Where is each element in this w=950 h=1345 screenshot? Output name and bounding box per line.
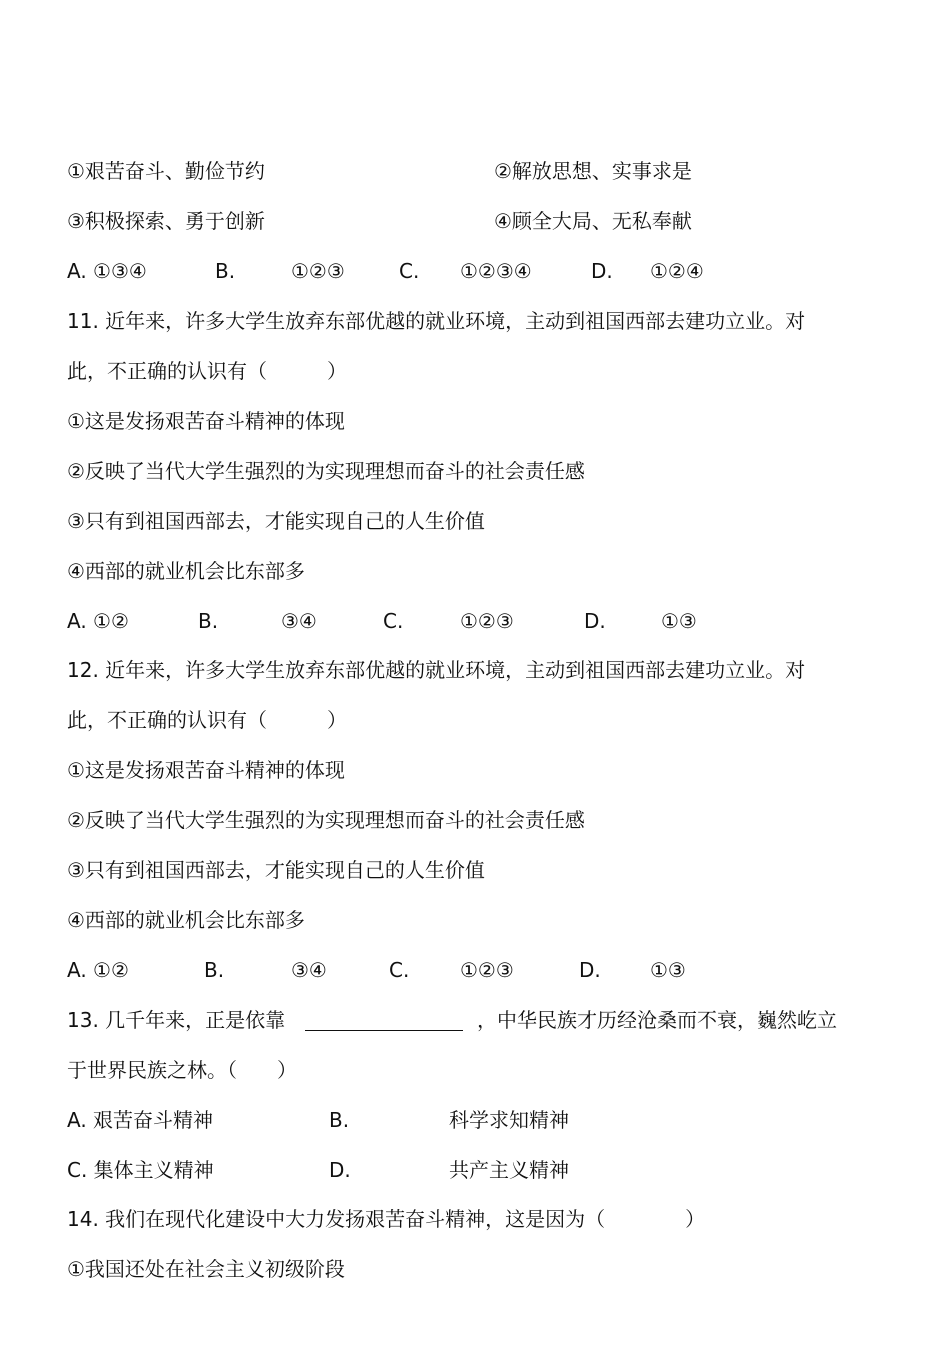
q10-item-1: ①艰苦奋斗、勤俭节约 <box>67 159 265 183</box>
q12-option-c-text: ①②③ <box>460 958 514 982</box>
q12-stem-line1: 12. 近年来，许多大学生放弃东部优越的就业环境，主动到祖国西部去建功立业。对 <box>67 658 806 682</box>
q10-item-2: ②解放思想、实事求是 <box>494 159 692 183</box>
q10-option-b-text: ①②③ <box>291 259 345 283</box>
q13-option-d-label: D. <box>329 1158 351 1182</box>
q11-option-b-label: B. <box>198 609 219 633</box>
q12-option-a: A. ①② <box>67 958 129 982</box>
q13-option-b-text: 科学求知精神 <box>449 1108 569 1132</box>
q13-option-a: A. 艰苦奋斗精神 <box>67 1108 214 1132</box>
q12-option-c-label: C. <box>389 958 410 982</box>
q11-option-a: A. ①② <box>67 609 129 633</box>
q10-item-4: ④顾全大局、无私奉献 <box>494 209 692 233</box>
q11-item-4: ④西部的就业机会比东部多 <box>67 559 305 583</box>
q13-stem-start: 13. 几千年来，正是依靠 <box>67 1008 286 1032</box>
q12-item-1: ①这是发扬艰苦奋斗精神的体现 <box>67 758 345 782</box>
q11-stem-line2: 此，不正确的认识有（ ） <box>67 359 347 383</box>
q13-answer-blank <box>305 1030 463 1031</box>
q13-stem-line2: 于世界民族之林。（ ） <box>67 1058 297 1082</box>
q11-item-1: ①这是发扬艰苦奋斗精神的体现 <box>67 409 345 433</box>
q12-option-b-text: ③④ <box>291 958 327 982</box>
q12-option-b-label: B. <box>204 958 225 982</box>
q12-stem-line2: 此，不正确的认识有（ ） <box>67 708 347 732</box>
q10-option-b-label: B. <box>215 259 236 283</box>
q10-option-d-label: D. <box>591 259 613 283</box>
q10-item-3: ③积极探索、勇于创新 <box>67 209 265 233</box>
q11-option-d-label: D. <box>584 609 606 633</box>
q14-stem: 14. 我们在现代化建设中大力发扬艰苦奋斗精神，这是因为（ ） <box>67 1207 706 1231</box>
q11-option-d-text: ①③ <box>661 609 697 633</box>
q12-item-3: ③只有到祖国西部去，才能实现自己的人生价值 <box>67 858 485 882</box>
q11-stem-line1: 11. 近年来，许多大学生放弃东部优越的就业环境，主动到祖国西部去建功立业。对 <box>67 309 806 333</box>
q11-option-c-label: C. <box>383 609 404 633</box>
q12-option-d-label: D. <box>579 958 601 982</box>
q11-option-c-text: ①②③ <box>460 609 514 633</box>
q12-option-d-text: ①③ <box>650 958 686 982</box>
q12-item-2: ②反映了当代大学生强烈的为实现理想而奋斗的社会责任感 <box>67 808 585 832</box>
q11-option-b-text: ③④ <box>281 609 317 633</box>
q11-item-2: ②反映了当代大学生强烈的为实现理想而奋斗的社会责任感 <box>67 459 585 483</box>
q10-option-c-label: C. <box>399 259 420 283</box>
q13-stem-end: ，中华民族才历经沧桑而不衰，巍然屹立 <box>477 1008 837 1032</box>
q13-option-c: C. 集体主义精神 <box>67 1158 214 1182</box>
q11-item-3: ③只有到祖国西部去，才能实现自己的人生价值 <box>67 509 485 533</box>
q10-option-a: A. ①③④ <box>67 259 147 283</box>
q10-option-c-text: ①②③④ <box>460 259 532 283</box>
q13-option-d-text: 共产主义精神 <box>449 1158 569 1182</box>
q14-item-1: ①我国还处在社会主义初级阶段 <box>67 1257 345 1281</box>
q13-option-b-label: B. <box>329 1108 350 1132</box>
q12-item-4: ④西部的就业机会比东部多 <box>67 908 305 932</box>
q10-option-d-text: ①②④ <box>650 259 704 283</box>
